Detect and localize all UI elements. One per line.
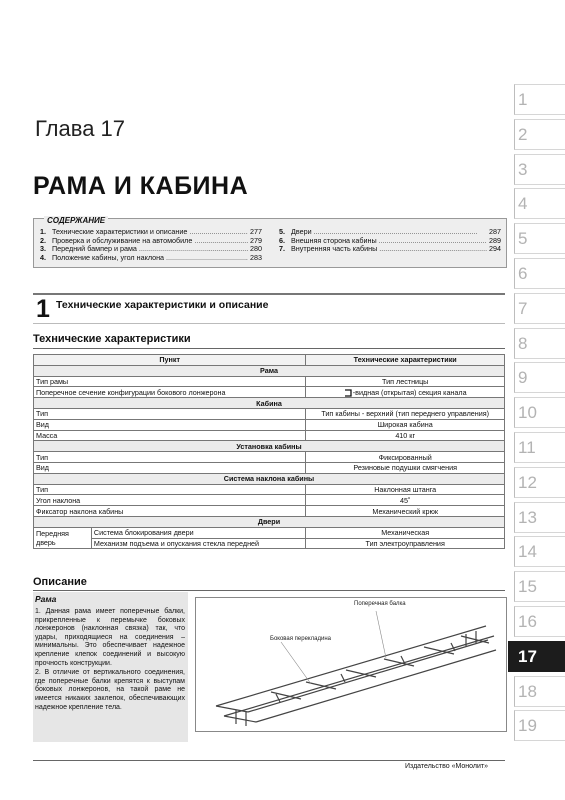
toc-page: 289	[489, 235, 501, 245]
chapter-tab-15[interactable]: 15	[514, 571, 565, 602]
toc-number: 4.	[40, 252, 46, 262]
table-cell: Широкая кабина	[306, 419, 505, 430]
toc-number: 3.	[40, 244, 46, 253]
table-cell: Резиновые подушки смягчения	[306, 462, 505, 473]
chapter-label: Глава 17	[35, 116, 126, 141]
chapter-tab-9[interactable]: 9	[514, 362, 565, 393]
chapter-tab-1[interactable]: 1	[514, 84, 565, 115]
table-group-row	[34, 473, 505, 484]
page-title: РАМА И КАБИНА	[33, 172, 249, 200]
table-cell: Тип рамы	[34, 376, 306, 387]
table-cell: Масса	[34, 430, 306, 441]
spec-table	[33, 354, 505, 549]
chapter-tab-8[interactable]: 8	[514, 328, 565, 359]
toc-item[interactable]	[40, 245, 262, 254]
toc-item[interactable]	[40, 228, 262, 237]
chapter-tab-18[interactable]: 18	[514, 676, 565, 707]
toc-heading: СОДЕРЖАНИЕ	[44, 216, 108, 225]
paragraph: 1. Данная рама имеет поперечные балки, прикрепленные к перемычке боковых лонжеронов (наклонная связка) так, что удары, приходящиеся на соединения – минимальны. Это обеспечивает надежное крепление клепок соединений и высокую прочность конструкции.	[35, 608, 185, 667]
table-cell: Поперечное сечение конфигурации бокового лонжерона	[34, 387, 306, 398]
toc-text: Положение кабины, угол наклона .....	[52, 254, 248, 263]
table-cell: Фиксатор наклона кабины	[34, 506, 306, 517]
table-group-row	[34, 441, 505, 452]
toc-item[interactable]	[279, 237, 501, 246]
table-group-row	[34, 365, 505, 376]
paragraph: 2. В отличие от вертикального соединения, где поперечные балки крепятся к выступам боковых лонжеронов, на такой раме не имеется никаких заклепок, обеспечивающих надежное крепление тела.	[35, 669, 185, 711]
chapter-tab-4[interactable]: 4	[514, 188, 565, 219]
chapter-tab-16[interactable]: 16	[514, 606, 565, 637]
toc-text: Передний бампер и рама .....	[52, 245, 248, 254]
table-row	[34, 462, 505, 473]
table-row	[34, 376, 505, 387]
table-group-row	[34, 516, 505, 527]
header-cell: Пункт	[34, 355, 306, 366]
table-cell: Угол наклона	[34, 495, 306, 506]
header-cell: Технические характеристики	[306, 355, 505, 366]
toc-number: 2.	[40, 235, 46, 245]
figure-label-side: Боковая перекладина	[270, 636, 331, 642]
table-row	[34, 387, 505, 398]
toc-page: 287	[489, 227, 501, 236]
divider	[33, 590, 505, 591]
group-cell: Установка кабины	[34, 441, 505, 452]
toc-left-column	[40, 228, 262, 262]
toc-item[interactable]	[40, 237, 262, 246]
chapter-tab-17[interactable]: 17	[508, 641, 565, 672]
toc-text: Проверка и обслуживание на автомобиле .....	[52, 237, 248, 246]
table-row	[34, 430, 505, 441]
toc-item[interactable]	[279, 245, 501, 254]
frame-figure	[195, 597, 507, 732]
toc-item[interactable]	[40, 254, 262, 263]
table-cell: Тип кабины - верхний (тип переднего управления)	[306, 408, 505, 419]
toc-text: Внешняя сторона кабины .....	[291, 237, 487, 246]
table-of-contents	[33, 218, 507, 268]
table-cell: Вид	[34, 419, 306, 430]
toc-page: 279	[250, 235, 262, 245]
publisher: Издательство «Монолит»	[405, 763, 489, 770]
group-cell: Рама	[34, 365, 505, 376]
toc-page: 277	[250, 227, 262, 236]
table-cell	[306, 387, 505, 398]
section-header	[33, 293, 505, 324]
channel-section-icon	[344, 389, 353, 397]
table-row	[34, 419, 505, 430]
table-cell: Наклонная штанга	[306, 484, 505, 495]
table-cell: Механический крюк	[306, 506, 505, 517]
group-cell: Кабина	[34, 398, 505, 409]
toc-text: Внутренняя часть кабины .....	[291, 245, 487, 254]
toc-number: 6.	[279, 235, 285, 245]
table-row	[34, 495, 505, 506]
spec-heading: Технические характеристики	[33, 333, 191, 345]
toc-right-column	[279, 228, 501, 254]
description-subtitle: Рама	[35, 594, 57, 604]
toc-page: 283	[250, 252, 262, 262]
toc-page: 280	[250, 244, 262, 253]
toc-text: Технические характеристики и описание .....	[52, 228, 248, 237]
table-cell: Тип	[34, 484, 306, 495]
chapter-tab-3[interactable]: 3	[514, 154, 565, 185]
footer-divider	[33, 760, 505, 761]
table-cell: Тип лестницы	[306, 376, 505, 387]
toc-number: 5.	[279, 227, 285, 236]
table-row	[34, 527, 505, 538]
section-number: 1	[36, 295, 50, 323]
table-cell: Вид	[34, 462, 306, 473]
table-row	[34, 484, 505, 495]
cell-text: -видная (открытая) секция канала	[352, 387, 467, 397]
divider	[33, 348, 505, 349]
toc-number: 7.	[279, 244, 285, 253]
table-cell: Фиксированный	[306, 452, 505, 463]
chapter-tab-11[interactable]: 11	[514, 432, 565, 463]
toc-text: Двери .....	[291, 228, 487, 237]
table-cell: Система блокирования двери	[91, 527, 305, 538]
chapter-tab-2[interactable]: 2	[514, 119, 565, 150]
table-row	[34, 408, 505, 419]
toc-number: 1.	[40, 227, 46, 236]
table-cell: Механическая	[306, 527, 505, 538]
chapter-tab-10[interactable]: 10	[514, 397, 565, 428]
table-group-row	[34, 398, 505, 409]
frame-drawing	[196, 598, 506, 731]
chapter-tab-5[interactable]: 5	[514, 223, 565, 254]
table-cell: Тип	[34, 408, 306, 419]
toc-page: 294	[489, 244, 501, 253]
chapter-tab-14[interactable]: 14	[514, 536, 565, 567]
table-row	[34, 538, 505, 549]
table-cell: Тип	[34, 452, 306, 463]
table-cell: Механизм подъема и опускания стекла передней	[91, 538, 305, 549]
table-cell: 410 кг	[306, 430, 505, 441]
chapter-tab-19[interactable]: 19	[514, 710, 565, 741]
group-cell: Система наклона кабины	[34, 473, 505, 484]
description-heading: Описание	[33, 576, 87, 588]
table-cell: Тип электроуправления	[306, 538, 505, 549]
table-cell: 45˚	[306, 495, 505, 506]
group-cell: Двери	[34, 516, 505, 527]
toc-item[interactable]	[279, 228, 501, 237]
chapter-tab-6[interactable]: 6	[514, 258, 565, 289]
chapter-tab-7[interactable]: 7	[514, 293, 565, 324]
chapter-tab-13[interactable]: 13	[514, 502, 565, 533]
figure-label-cross: Поперечная балка	[354, 601, 406, 607]
description-text	[35, 608, 185, 713]
section-title: Технические характеристики и описание	[56, 299, 269, 311]
chapter-tab-12[interactable]: 12	[514, 467, 565, 498]
table-row	[34, 506, 505, 517]
table-cell: Передняя дверь	[34, 527, 92, 549]
table-header-row	[34, 355, 505, 366]
description-box	[33, 592, 188, 742]
table-row	[34, 452, 505, 463]
